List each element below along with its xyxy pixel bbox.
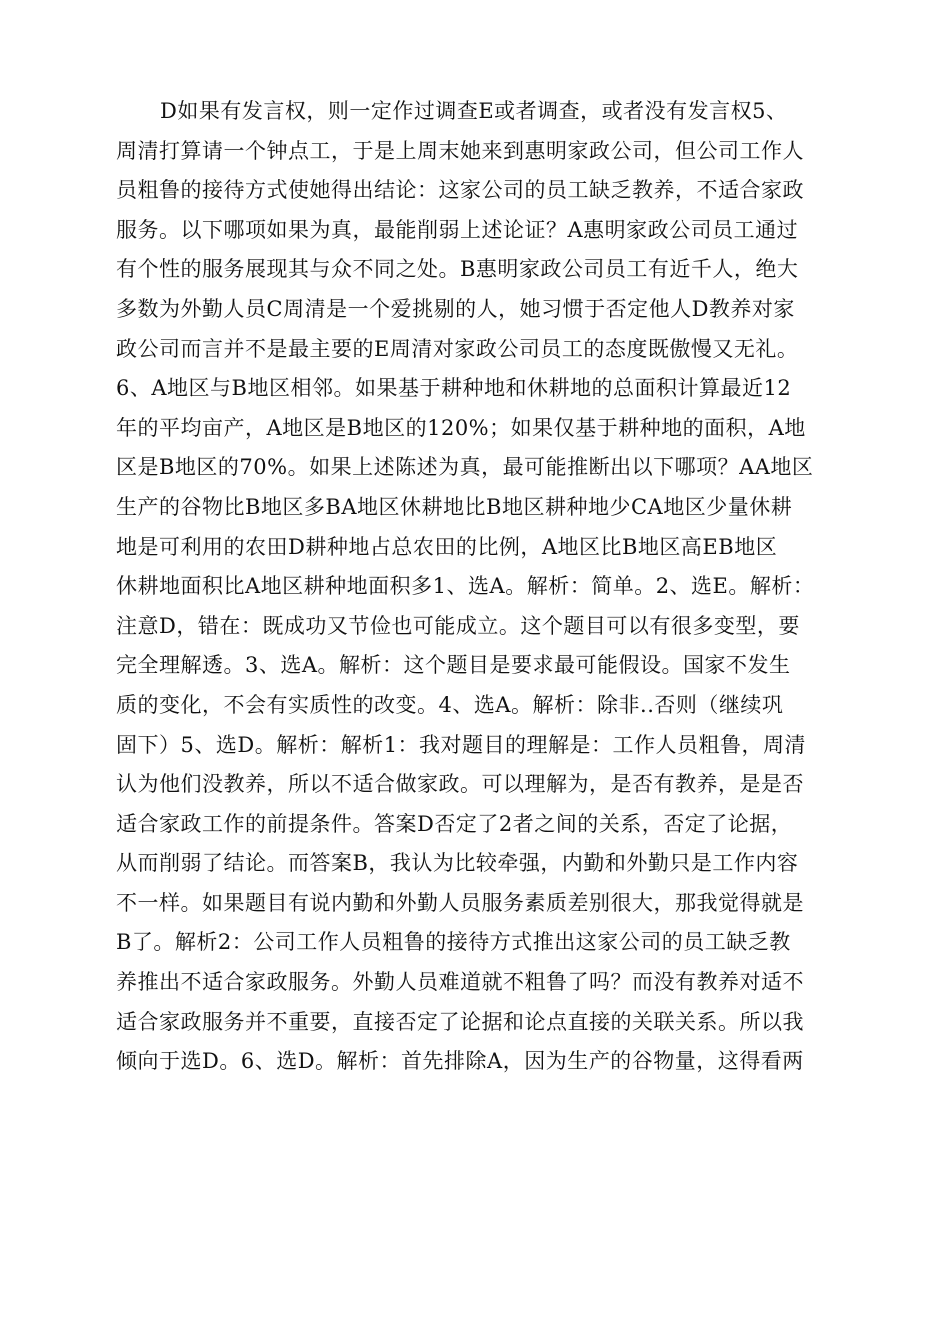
text-line: 区是B地区的70%。如果上述陈述为真，最可能推断出以下哪项？AA地区 xyxy=(116,455,814,480)
text-line: 年的平均亩产，A地区是B地区的120%；如果仅基于耕种地的面积，A地 xyxy=(116,415,806,440)
text-line: 认为他们没教养，所以不适合做家政。可以理解为，是否有教养，是是否 xyxy=(116,772,804,797)
text-line: 养推出不适合家政服务。外勤人员难道就不粗鲁了吗？而没有教养对适不 xyxy=(116,970,804,995)
text-line: 适合家政服务并不重要，直接否定了论据和论点直接的关联关系。所以我 xyxy=(116,1009,804,1034)
text-line: 政公司而言并不是最主要的E周清对家政公司员工的态度既傲慢又无礼。 xyxy=(116,336,799,361)
document-body-text xyxy=(116,92,846,1082)
text-line: 有个性的服务展现其与众不同之处。B惠明家政公司员工有近千人，绝大 xyxy=(116,257,799,282)
text-line: 从而削弱了结论。而答案B，我认为比较牵强，内勤和外勤只是工作内容 xyxy=(116,851,799,876)
text-line: 不一样。如果题目有说内勤和外勤人员服务素质差别很大，那我觉得就是 xyxy=(116,890,804,915)
text-line: 员粗鲁的接待方式使她得出结论：这家公司的员工缺乏教养，不适合家政 xyxy=(116,178,804,203)
text-line: 固下）5、选D。解析：解析1：我对题目的理解是：工作人员粗鲁，周清 xyxy=(116,732,807,757)
text-line: 6、A地区与B地区相邻。如果基于耕种地和休耕地的总面积计算最近12 xyxy=(116,376,792,401)
text-line: 质的变化，不会有实质性的改变。4、选A。解析：除非..否则（继续巩 xyxy=(116,692,784,717)
text-line: 周清打算请一个钟点工，于是上周末她来到惠明家政公司，但公司工作人 xyxy=(116,138,804,163)
text-line: B了。解析2：公司工作人员粗鲁的接待方式推出这家公司的员工缺乏教 xyxy=(116,930,791,955)
text-line: D如果有发言权，则一定作过调查E或者调查，或者没有发言权5、 xyxy=(160,99,788,123)
text-line: 适合家政工作的前提条件。答案D否定了2者之间的关系，否定了论据， xyxy=(116,811,793,836)
text-line: 多数为外勤人员C周清是一个爱挑剔的人，她习惯于否定他人D教养对家 xyxy=(116,296,795,321)
text-line: 服务。以下哪项如果为真，最能削弱上述论证？A惠明家政公司员工通过 xyxy=(116,217,799,242)
text-line: 休耕地面积比A地区耕种地面积多1、选A。解析：简单。2、选E。解析： xyxy=(116,574,815,599)
text-line: 地是可利用的农田D耕种地占总农田的比例，A地区比B地区高EB地区 xyxy=(116,534,778,559)
text-line: 完全理解透。3、选A。解析：这个题目是要求最可能假设。国家不发生 xyxy=(116,653,791,678)
text-line: 倾向于选D。6、选D。解析：首先排除A，因为生产的谷物量，这得看两 xyxy=(116,1049,804,1074)
text-line: 注意D，错在：既成功又节俭也可能成立。这个题目可以有很多变型，要 xyxy=(116,613,800,638)
text-line: 生产的谷物比B地区多BA地区休耕地比B地区耕种地少CA地区少量休耕 xyxy=(116,494,793,519)
